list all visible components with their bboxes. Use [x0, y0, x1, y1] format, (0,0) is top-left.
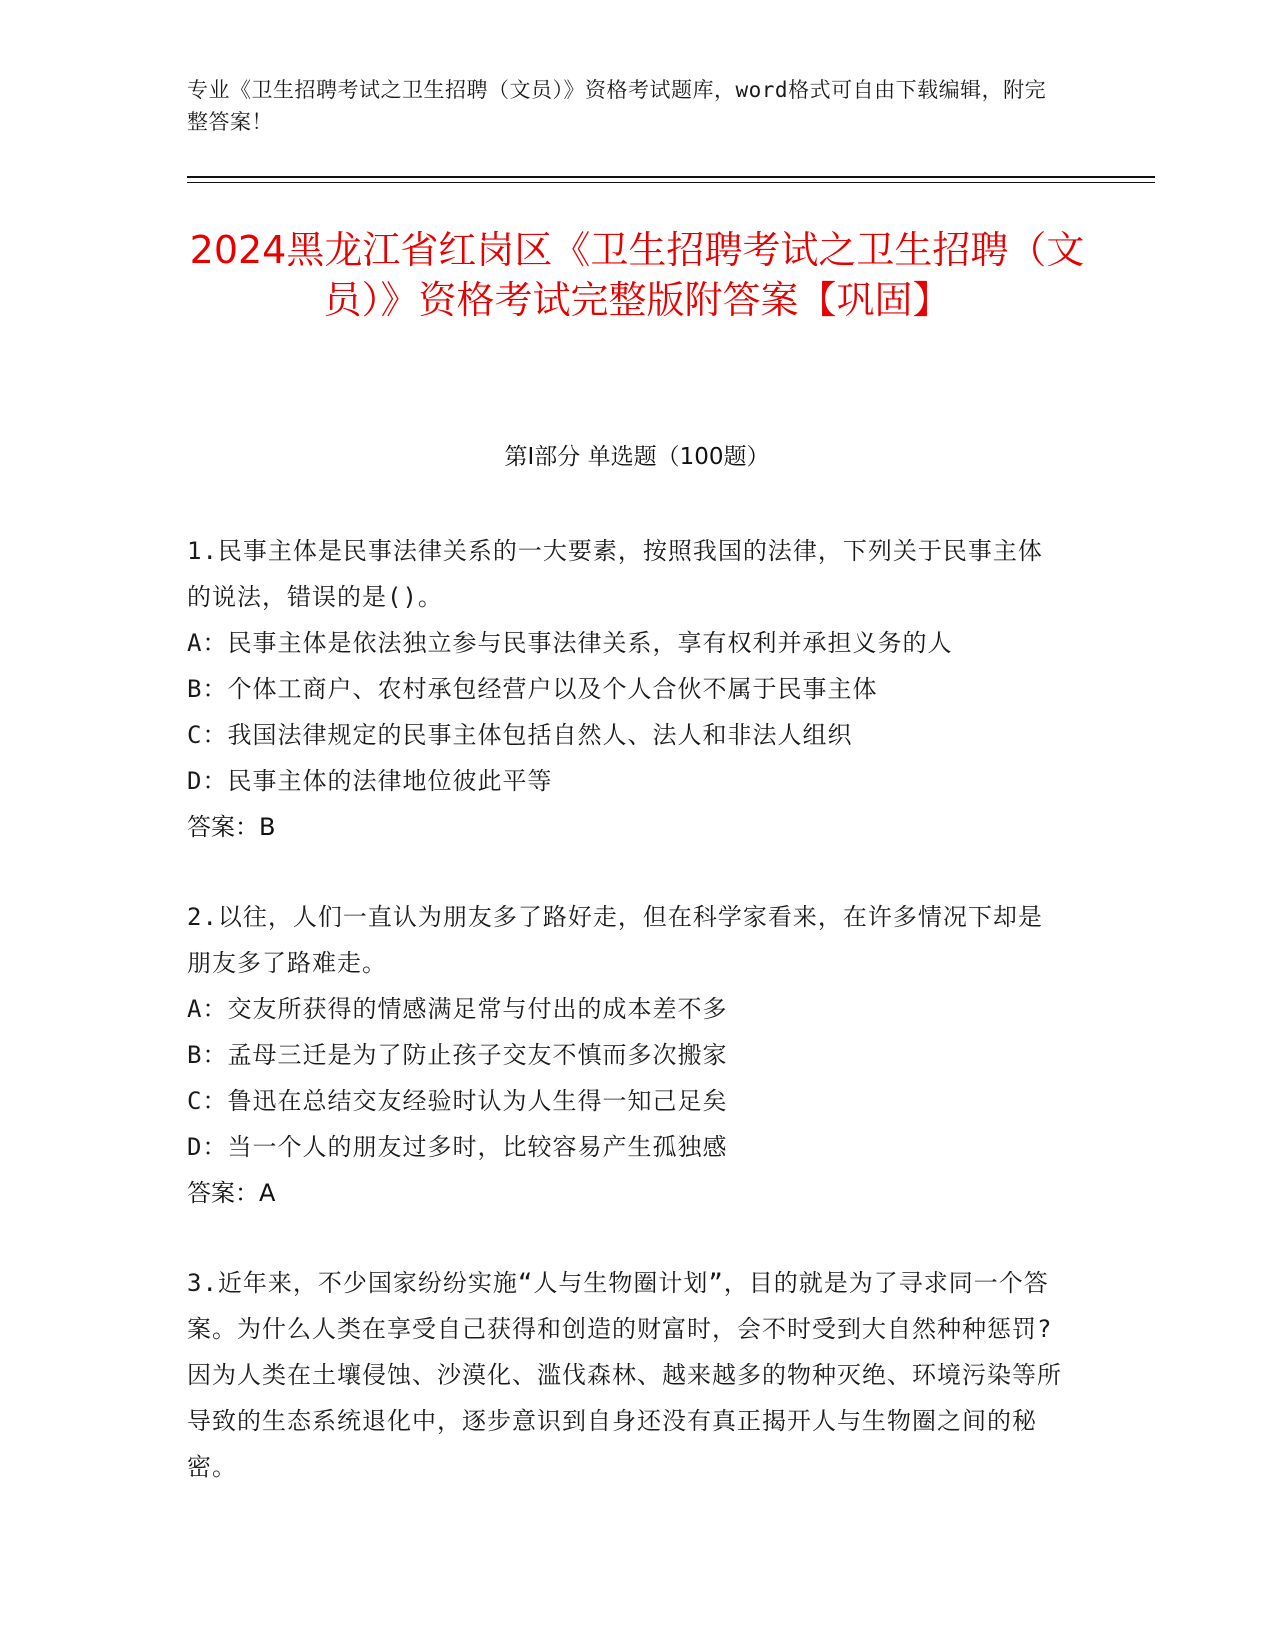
question-stem: 3.近年来，不少国家纷纷实施“人与生物圈计划”，目的就是为了寻求同一个答案。为什么人类在享受自己获得和创造的财富时，会不时受到大自然种种惩罚?因为人类在土壤侵蚀、沙漠化、滥伐森林、越来越多的物种灭绝、环境污染等所导致的生态系统退化中，逐步意识到自身还没有真正揭开人与生物圈之间的秘密。	[187, 1269, 1062, 1481]
question-3	[187, 1260, 1067, 1490]
answer: 答案：A	[187, 1179, 276, 1207]
option-c: C：我国法律规定的民事主体包括自然人、法人和非法人组织	[187, 721, 853, 749]
option-d: D：当一个人的朋友过多时，比较容易产生孤独感	[187, 1133, 728, 1161]
option-a: A：民事主体是依法独立参与民事法律关系，享有权利并承担义务的人	[187, 629, 953, 657]
option-b: B：个体工商户、农村承包经营户以及个人合伙不属于民事主体	[187, 675, 878, 703]
option-b: B：孟母三迁是为了防止孩子交友不慎而多次搬家	[187, 1041, 728, 1069]
question-2	[187, 894, 1067, 1216]
document-title: 2024黑龙江省红岗区《卫生招聘考试之卫生招聘（文员）》资格考试完整版附答案【巩固】	[189, 228, 1085, 322]
header-note: 专业《卫生招聘考试之卫生招聘（文员）》资格考试题库，word格式可自由下载编辑，附完整答案！	[187, 78, 1047, 134]
option-a: A：交友所获得的情感满足常与付出的成本差不多	[187, 995, 728, 1023]
header-rule-thin	[187, 182, 1155, 183]
section-title: 第I部分 单选题（100题）	[504, 444, 770, 470]
answer: 答案：B	[187, 813, 276, 841]
question-stem: 1.民事主体是民事法律关系的一大要素，按照我国的法律，下列关于民事主体的说法，错误的是()。	[187, 537, 1043, 611]
option-c: C：鲁迅在总结交友经验时认为人生得一知己足矣	[187, 1087, 728, 1115]
question-list	[187, 528, 1067, 1534]
header-rule-thick	[187, 176, 1155, 178]
question-1	[187, 528, 1067, 850]
option-d: D：民事主体的法律地位彼此平等	[187, 767, 553, 795]
question-stem: 2.以往，人们一直认为朋友多了路好走，但在科学家看来，在许多情况下却是朋友多了路难走。	[187, 903, 1043, 977]
